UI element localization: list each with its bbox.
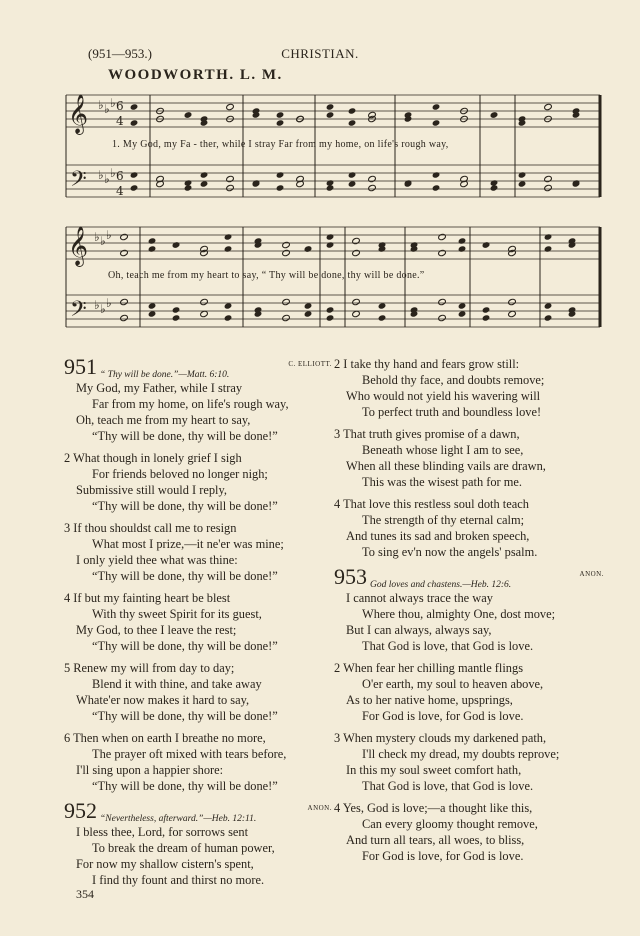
lyrics-line-1: 1. My God, my Fa - ther, while I stray Far from my home, on life's rough way, xyxy=(112,139,449,150)
hymn-952-stanzas-continued xyxy=(334,356,604,560)
svg-text:𝄞: 𝄞 xyxy=(68,94,89,134)
stanza xyxy=(64,380,332,444)
stanza xyxy=(64,590,332,654)
svg-text:♭: ♭ xyxy=(100,302,106,316)
verse-line: 2 I take thy hand and fears grow still: xyxy=(334,357,520,371)
verse-line: “Thy will be done, thy will be done!” xyxy=(92,569,278,583)
page-number: 354 xyxy=(76,887,94,901)
hymn-952-header xyxy=(64,800,332,822)
verse-line: For now my shallow cistern's spent, xyxy=(76,857,254,871)
verse-line: To perfect truth and boundless love! xyxy=(362,405,542,419)
verse-line: Whate'er now makes it hard to say, xyxy=(76,693,250,707)
scripture-text: God loves and chastens.—Heb. 12:6. xyxy=(370,580,512,590)
left-column xyxy=(64,356,332,894)
verse-line: Blend it with thine, and take away xyxy=(92,677,262,691)
verse-line: That God is love, that God is love. xyxy=(362,779,534,793)
svg-text:𝄢: 𝄢 xyxy=(70,167,87,197)
verse-line: Submissive still would I reply, xyxy=(76,483,227,497)
verse-line: In this my soul sweet comfort hath, xyxy=(346,763,522,777)
verse-line: I find thy fount and thirst no more. xyxy=(92,873,265,887)
stanza xyxy=(334,660,604,724)
verse-line: Where thou, almighty One, dost move; xyxy=(362,607,556,621)
page-range: (951—953.) xyxy=(88,46,152,61)
svg-text:♭: ♭ xyxy=(94,230,100,244)
verse-line: My God, to thee I leave the rest; xyxy=(76,623,237,637)
stanza xyxy=(334,800,604,864)
stanza xyxy=(334,590,604,654)
svg-text:♭: ♭ xyxy=(106,296,112,310)
verse-line: To break the dream of human power, xyxy=(92,841,275,855)
scripture-text: “ Thy will be done.”—Matt. 6:10. xyxy=(100,370,230,380)
verse-line: For God is love, for God is love. xyxy=(362,709,524,723)
verse-line: Oh, teach me from my heart to say, xyxy=(76,413,251,427)
verse-line: And tunes its sad and broken speech, xyxy=(346,529,530,543)
stanza xyxy=(334,496,604,560)
verse-line: The strength of thy eternal calm; xyxy=(362,513,525,527)
verse-line: For friends beloved no longer nigh; xyxy=(92,467,268,481)
verse-line: I bless thee, Lord, for sorrows sent xyxy=(76,825,249,839)
verse-line: What most I prize,—it ne'er was mine; xyxy=(92,537,284,551)
stanza xyxy=(64,824,332,888)
stanza xyxy=(334,426,604,490)
svg-text:4: 4 xyxy=(116,184,124,198)
svg-text:♭: ♭ xyxy=(100,234,106,248)
svg-text:♭: ♭ xyxy=(98,168,104,182)
music-score xyxy=(0,0,640,340)
section-title: CHRISTIAN. xyxy=(281,46,359,61)
verse-line: Beneath whose light I am to see, xyxy=(362,443,524,457)
verse-line: The prayer oft mixed with tears before, xyxy=(92,747,287,761)
verse-line: And turn all tears, all woes, to bliss, xyxy=(346,833,525,847)
verse-line: “Thy will be done, thy will be done!” xyxy=(92,499,278,513)
svg-text:♭: ♭ xyxy=(106,228,112,242)
lyrics-line-2: Oh, teach me from my heart to say, “ Thy will be done, thy will be done.” xyxy=(108,270,425,281)
hymn-number: 952 xyxy=(64,798,97,823)
stanza xyxy=(64,730,332,794)
verse-line: 6 Then when on earth I breathe no more, xyxy=(64,731,266,745)
verse-line: To sing ev'n now the angels' psalm. xyxy=(362,545,538,559)
verse-line: That God is love, that God is love. xyxy=(362,639,534,653)
verse-line: “Thy will be done, thy will be done!” xyxy=(92,429,278,443)
stanza xyxy=(64,520,332,584)
svg-text:♭: ♭ xyxy=(94,298,100,312)
verse-line: “Thy will be done, thy will be done!” xyxy=(92,779,278,793)
right-column xyxy=(334,356,604,870)
verse-line: O'er earth, my soul to heaven above, xyxy=(362,677,544,691)
verse-line: My God, my Father, while I stray xyxy=(76,381,243,395)
verse-line: 3 When mystery clouds my darkened path, xyxy=(334,731,547,745)
verse-line: 4 If but my fainting heart be blest xyxy=(64,591,231,605)
verse-line: As to her native home, upsprings, xyxy=(346,693,513,707)
svg-text:♭: ♭ xyxy=(110,166,116,180)
verse-line: 2 When fear her chilling mantle flings xyxy=(334,661,524,675)
hymn-number: 953 xyxy=(334,564,367,589)
svg-text:6: 6 xyxy=(116,99,124,113)
verse-line: Who would not yield his wavering will xyxy=(346,389,541,403)
hymn-951-header xyxy=(64,356,332,378)
svg-text:6: 6 xyxy=(116,169,124,183)
hymn-953-stanzas xyxy=(334,590,604,864)
verse-line: “Thy will be done, thy will be done!” xyxy=(92,709,278,723)
svg-text:𝄢: 𝄢 xyxy=(70,297,87,327)
verse-line: 4 That love this restless soul doth teach xyxy=(334,497,529,511)
stanza xyxy=(334,730,604,794)
verse-line: 2 What though in lonely grief I sigh xyxy=(64,451,242,465)
verse-line: I only yield thee what was thine: xyxy=(76,553,238,567)
hymn-953-header xyxy=(334,566,604,588)
verse-line: I'll check my dread, my doubts reprove; xyxy=(362,747,560,761)
stanza xyxy=(64,450,332,514)
svg-text:♭: ♭ xyxy=(104,172,110,186)
verse-line: Behold thy face, and doubts remove; xyxy=(362,373,545,387)
svg-text:♭: ♭ xyxy=(110,96,116,110)
svg-text:♭: ♭ xyxy=(98,98,104,112)
hymn-951-stanzas xyxy=(64,380,332,794)
verse-line: 5 Renew my will from day to day; xyxy=(64,661,235,675)
verse-line: 3 If thou shouldst call me to resign xyxy=(64,521,237,535)
hymn-author: C. ELLIOTT. xyxy=(288,360,332,368)
hymn-952-stanza-1 xyxy=(64,824,332,888)
verse-line: But I can always, always say, xyxy=(346,623,492,637)
verse-line: 3 That truth gives promise of a dawn, xyxy=(334,427,520,441)
verse-line: I'll sing upon a happier shore: xyxy=(76,763,224,777)
svg-text:♭: ♭ xyxy=(104,102,110,116)
verse-line: “Thy will be done, thy will be done!” xyxy=(92,639,278,653)
verse-line: When all these blinding vails are drawn, xyxy=(346,459,546,473)
verse-line: For God is love, for God is love. xyxy=(362,849,524,863)
verse-line: Far from my home, on life's rough way, xyxy=(92,397,289,411)
scripture-text: “Nevertheless, afterward.”—Heb. 12:11. xyxy=(100,814,257,824)
stanza xyxy=(334,356,604,420)
stanza xyxy=(64,660,332,724)
verse-line: I cannot always trace the way xyxy=(346,591,493,605)
verse-line: 4 Yes, God is love;—a thought like this, xyxy=(334,801,533,815)
svg-text:4: 4 xyxy=(116,114,124,128)
hymn-number: 951 xyxy=(64,354,97,379)
svg-text:𝄞: 𝄞 xyxy=(68,226,89,266)
tune-name: WOODWORTH. L. M. xyxy=(108,67,283,83)
hymn-author: ANON. xyxy=(307,804,332,812)
hymn-author: ANON. xyxy=(579,570,604,578)
verse-line: This was the wisest path for me. xyxy=(362,475,523,489)
verse-line: With thy sweet Spirit for its guest, xyxy=(92,607,262,621)
verse-line: Can every gloomy thought remove, xyxy=(362,817,538,831)
